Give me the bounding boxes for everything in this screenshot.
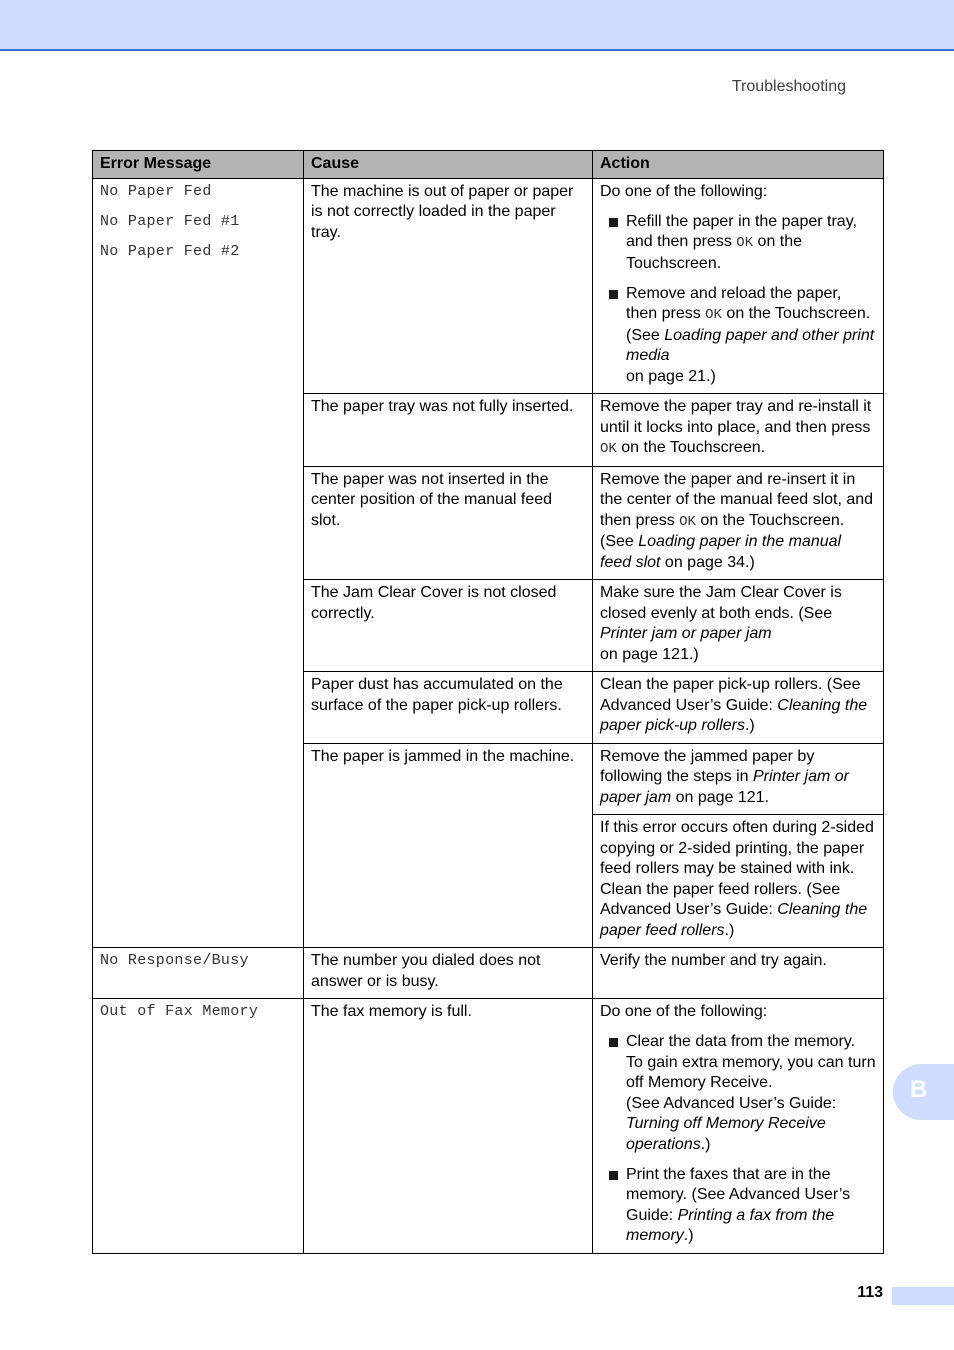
table-header-row (93, 151, 884, 179)
error-message: No Paper Fed #1 (100, 212, 240, 230)
action-text: .) (724, 921, 735, 939)
cause-cell: The number you dialed does not answer or is busy. (304, 948, 593, 999)
appendix-tab (893, 1064, 954, 1120)
header-error-message: Error Message (93, 151, 304, 179)
cause-cell: The paper is jammed in the machine. (304, 743, 593, 948)
action-text: Remove the jammed paper by following the steps in (600, 747, 815, 785)
header-cause: Cause (304, 151, 593, 179)
action-text: on the Touchscreen. (See (626, 305, 871, 344)
action-text: If this error occurs often during 2-sided copying or 2-sided printing, the paper feed rollers may be stained with ink. Clean the paper feed rollers. (See Advanced User’s Guide: (600, 819, 874, 918)
action-intro: Do one of the following: (600, 1003, 768, 1020)
action-text: Remove the paper and re-insert it in the center of the manual feed slot, and then press (600, 470, 874, 529)
action-text: on page 121.) (600, 645, 699, 663)
action-text: on page 21.) (626, 367, 716, 385)
action-cell (593, 178, 884, 394)
cross-reference: Cleaning the paper pick-up rollers (600, 696, 868, 734)
action-text: on page 34.) (660, 553, 755, 571)
troubleshooting-table (92, 150, 884, 1254)
header-bar (0, 0, 954, 51)
cause-cell: Paper dust has accumulated on the surface of the paper pick-up rollers. (304, 672, 593, 744)
action-cell (593, 999, 884, 1254)
action-cell (593, 580, 884, 672)
action-text: Clear the data from the memory. To gain extra memory, you can turn off Memory Receive. (626, 1033, 876, 1091)
action-cell (593, 394, 884, 467)
action-cell (593, 743, 884, 815)
cause-cell: The paper was not inserted in the center position of the manual feed slot. (304, 466, 593, 580)
error-cell-no-paper-fed (93, 178, 304, 948)
table-row (93, 178, 884, 394)
action-text: on page 121. (671, 788, 770, 806)
section-title: Troubleshooting (731, 78, 846, 95)
appendix-tab-letter: B (910, 1076, 928, 1103)
action-text: (See Advanced User’s Guide: (626, 1094, 837, 1112)
action-bullet (600, 1032, 876, 1155)
ok-key-label: OK (736, 235, 754, 251)
cross-reference: Loading paper and other print media (626, 326, 875, 364)
action-text: .) (744, 717, 755, 734)
cross-reference: Printer jam or paper jam (600, 625, 772, 642)
ok-key-label: OK (600, 441, 617, 457)
action-bullet (600, 284, 876, 388)
error-message: No Paper Fed (100, 182, 212, 200)
footer-bar (892, 1287, 954, 1305)
action-cell (593, 466, 884, 580)
cross-reference: Turning off Memory Receive operations (626, 1115, 826, 1153)
action-text: Clean the paper pick-up rollers. (See Advanced User’s Guide: (600, 676, 861, 714)
cross-reference: Loading paper in the manual feed slot (600, 533, 842, 571)
error-cell-no-response (93, 948, 304, 999)
action-cell (593, 815, 884, 948)
cause-cell: The fax memory is full. (304, 999, 593, 1254)
action-text: Remove and reload the paper, then press (626, 284, 842, 322)
action-text: Remove the paper tray and re-install it until it locks into place, and then press (600, 398, 872, 436)
action-text: .) (700, 1135, 711, 1153)
cause-cell: The machine is out of paper or paper is not correctly loaded in the paper tray. (304, 178, 593, 394)
table-row (93, 999, 884, 1254)
ok-key-label: OK (705, 307, 722, 323)
action-intro: Do one of the following: (600, 182, 768, 200)
page-number: 113 (857, 1284, 883, 1301)
cross-reference: Printer jam or paper jam (600, 768, 850, 806)
table-row (93, 948, 884, 999)
action-cell: Verify the number and try again. (593, 948, 884, 999)
error-cell-out-of-fax-memory (93, 999, 304, 1254)
header-action: Action (593, 151, 884, 179)
action-bullet (600, 212, 876, 275)
error-message: No Response/Busy (100, 952, 249, 969)
ok-key-label: OK (679, 513, 696, 530)
cross-reference: Cleaning the paper feed rollers (600, 901, 868, 939)
action-text: on the Touchscreen. (616, 439, 766, 456)
cause-cell: The Jam Clear Cover is not closed correctly. (304, 580, 593, 672)
error-message: Out of Fax Memory (100, 1003, 259, 1020)
error-message: No Paper Fed #2 (100, 242, 240, 260)
action-bullet (600, 1165, 876, 1247)
cause-cell: The paper tray was not fully inserted. (304, 394, 593, 467)
action-text: Print the faxes that are in the memory. (See Advanced User’s Guide: (626, 1165, 851, 1224)
cross-reference: Printing a fax from the memory (626, 1206, 835, 1244)
action-text: Make sure the Jam Clear Cover is closed evenly at both ends. (See (600, 584, 842, 622)
action-cell (593, 672, 884, 744)
action-text: Refill the paper in the paper tray, and then press (626, 212, 857, 250)
action-text: on the Touchscreen. (626, 233, 803, 272)
action-text: on the Touchscreen. (See (600, 511, 845, 550)
action-text: .) (683, 1227, 694, 1244)
